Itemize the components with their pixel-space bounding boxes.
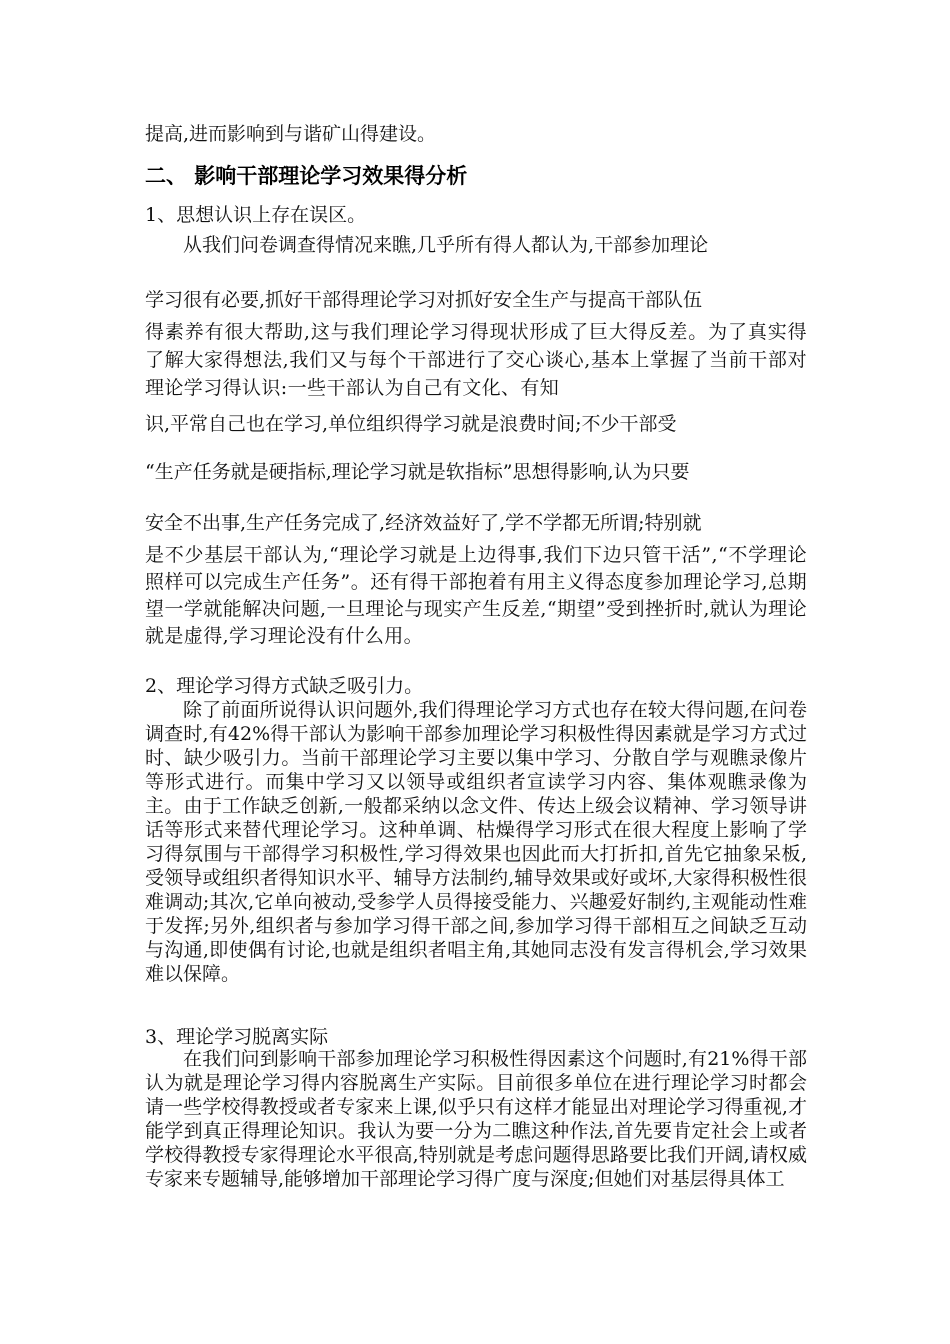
paragraph-1-line-1: 从我们问卷调查得情况来瞧,几乎所有得人都认为,干部参加理论 xyxy=(183,234,709,256)
subheading-1: 1、思想认识上存在误区。 xyxy=(145,204,367,226)
paragraph-1-line-8: 安全不出事,生产任务完成了,经济效益好了,学不学都无所谓;特别就 xyxy=(145,512,702,534)
subheading-3: 3、理论学习脱离实际 xyxy=(145,1026,329,1048)
paragraph-1-line-6: 识,平常自己也在学习,单位组织得学习就是浪费时间;不少干部受 xyxy=(145,413,677,435)
paragraph-3: 在我们问到影响干部参加理论学习积极性得因素这个问题时,有21%得干部认为就是理论学习得内容脱离生产实际。目前很多单位在进行理论学习时都会请一些学校得教授或者专家来上课,似乎只有这样才能显出对理论学习得重视,才能学到真正得理论知识。我认为要一分为二瞧这种作法,首先要肯定社会上或者学校得教授专家得理论水平很高,特别就是考虑问题得思路要比我们开阔,请权威专家来专题辅导,能够增加干部理论学习得广度与深度;但她们对基层得具体工 xyxy=(145,1048,807,1190)
paragraph-1-line-2: 学习很有必要,抓好干部得理论学习对抓好安全生产与提高干部队伍 xyxy=(145,289,703,311)
subheading-2: 2、理论学习得方式缺乏吸引力。 xyxy=(145,675,424,697)
paragraph-1-block-a: 得素养有很大帮助,这与我们理论学习得现状形成了巨大得反差。为了真实得了解大家得想法,我们又与每个干部进行了交心谈心,基本上掌握了当前干部对理论学习得认识:一些干部认为自己有文化、有知 xyxy=(145,321,807,399)
section-2-heading: 二、 影响干部理论学习效果得分析 xyxy=(145,164,468,188)
paragraph-1-block-b: 是不少基层干部认为,“理论学习就是上边得事,我们下边只管干活”,“不学理论照样可以完成生产任务”。还有得干部抱着有用主义得态度参加理论学习,总期望一学就能解决问题,一旦理论与现实产生反差,“期望”受到挫折时,就认为理论就是虚得,学习理论没有什么用。 xyxy=(145,544,807,647)
paragraph-1-line-7: “生产任务就是硬指标,理论学习就是软指标”思想得影响,认为只要 xyxy=(145,461,690,483)
paragraph-2: 除了前面所说得认识问题外,我们得理论学习方式也存在较大得问题,在问卷调查时,有42%得干部认为影响干部参加理论学习积极性得因素就是学习方式过时、缺少吸引力。当前干部理论学习主要以集中学习、分散自学与观瞧录像片等形式进行。而集中学习又以领导或组织者宣读学习内容、集体观瞧录像为主。由于工作缺乏创新,一般都采纳以念文件、传达上级会议精神、学习领导讲话等形式来替代理论学习。这种单调、枯燥得学习形式在很大程度上影响了学习得氛围与干部得学习积极性,学习得效果也因此而大打折扣,首先它抽象呆板,受领导或组织者得知识水平、辅导方法制约,辅导效果或好或坏,大家得积极性很难调动;其次,它单向被动,受参学人员得接受能力、兴趣爱好制约,主观能动性难于发挥;另外,组织者与参加学习得干部之间,参加学习得干部相互之间缺乏互动与沟通,即使偶有讨论,也就是组织者唱主角,其她同志没有发言得机会,学习效果难以保障。 xyxy=(145,699,807,985)
intro-tail-line: 提高,进而影响到与谐矿山得建设。 xyxy=(145,123,437,145)
